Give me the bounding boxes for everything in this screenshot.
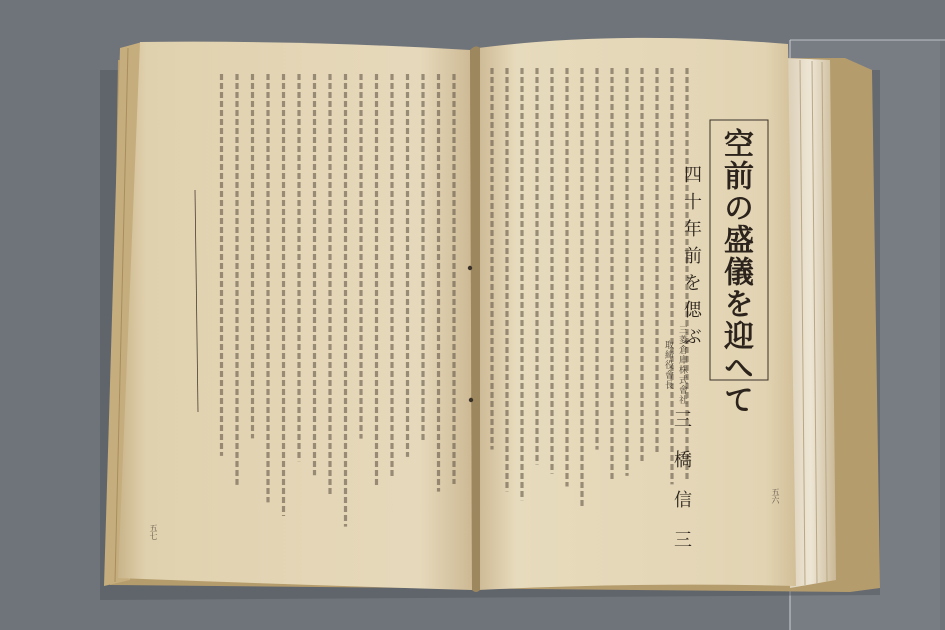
text-texture	[488, 64, 693, 516]
binding-hole	[468, 266, 472, 270]
page-number-right: 五六	[771, 488, 780, 504]
article-subtitle: 四十年前を偲ぶ	[681, 165, 702, 354]
text-texture	[205, 70, 460, 540]
author-affiliation: 三菱倉庫株式會社	[677, 325, 687, 405]
author-name: 三橋信三	[671, 410, 692, 570]
author-position: 取締役會長	[663, 340, 673, 390]
article-title: 空前の盛儀を迎へて	[718, 128, 753, 416]
binding-hole	[469, 398, 473, 402]
right-page-body	[488, 64, 693, 516]
left-page-body	[205, 70, 460, 540]
page-number-left: 五七	[149, 524, 158, 540]
